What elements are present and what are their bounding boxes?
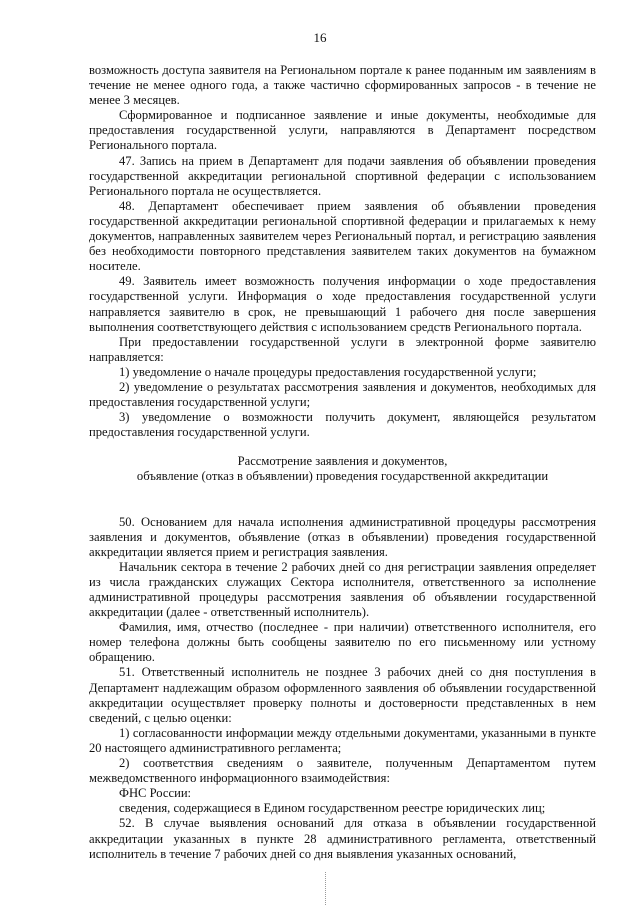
paragraph-49: 49. Заявитель имеет возможность получения информации о ходе предоставления государственной услуги. Информация о ходе предоставления государственной услуги направляется заявителю в срок, не превышающий 1 рабочего дня после завершения выполнения соответствующего действия с использованием средств Регионального портала.: [89, 274, 596, 334]
paragraph: Фамилия, имя, отчество (последнее - при наличии) ответственного исполнителя, его номер телефона должны быть сообщены заявителю по его письменному или устному обращению.: [89, 620, 596, 665]
paragraph: возможность доступа заявителя на Региональном портале к ранее поданным им заявлениям в течение не менее одного года, а также частично сформированных запросов - в течение не менее 3 месяцев.: [89, 63, 596, 108]
scan-artifact: [325, 872, 327, 905]
list-item: 2) уведомление о результатах рассмотрения заявления и документов, необходимых для предоставления государственной услуги;: [89, 379, 596, 410]
paragraph: Начальник сектора в течение 2 рабочих дней со дня регистрации заявления определяет из числа гражданских служащих Сектора исполнителя, ответственного за исполнение административной процедуры рассмотрения заявления об объявлении государственной аккредитации (далее - ответственный исполнитель).: [89, 559, 596, 620]
list-item: 3) уведомление о возможности получить документ, являющейся результатом предоставления государственной услуги.: [89, 410, 596, 440]
paragraph: ФНС России:: [119, 786, 192, 801]
paragraph: Сформированное и подписанное заявление и иные документы, необходимые для предоставления государственной услуги, направляются в Департамент посредством Регионального портала.: [89, 108, 596, 153]
paragraph-51: 51. Ответственный исполнитель не позднее 3 рабочих дней со дня поступления в Департамент надлежащим образом оформленного заявления об объявлении государственной аккредитации осуществляет проверку полноты и достоверности представленных в нем сведений, с целью оценки:: [89, 665, 596, 725]
page-number: 16: [313, 30, 327, 45]
paragraph-50: 50. Основанием для начала исполнения административной процедуры рассмотрения заявления и документов, объявление (отказ в объявлении) проведения государственной аккредитации является прием и регистрация заявления.: [89, 514, 596, 559]
list-item: 2) соответствия сведениям о заявителе, полученным Департаментом путем межведомственного информационного взаимодействия:: [89, 756, 596, 786]
section-heading-line-2: объявление (отказ в объявлении) проведения государственной аккредитации: [136, 469, 549, 484]
paragraph: сведения, содержащиеся в Едином государственном реестре юридических лиц;: [119, 801, 546, 816]
spacer: [89, 485, 596, 515]
document-body: [89, 63, 596, 862]
list-item: 1) уведомление о начале процедуры предоставления государственной услуги;: [119, 364, 537, 379]
spacer: [89, 440, 596, 454]
paragraph: При предоставлении государственной услуги в электронной форме заявителю направляется:: [89, 334, 596, 364]
paragraph-52: 52. В случае выявления оснований для отказа в объявлении государственной аккредитации указанных в пункте 28 административного регламента, ответственный исполнитель в течение 7 рабочих дней со дня выявления указанных оснований,: [89, 816, 596, 861]
list-item: 1) согласованности информации между отдельными документами, указанными в пункте 20 настоящего административного регламента;: [89, 725, 596, 755]
paragraph-48: 48. Департамент обеспечивает прием заявления об объявлении проведения государственной аккредитации региональной спортивной федерации и прилагаемых к нему документов, направленных заявителем через Региональный портал, и регистрацию заявления без необходимости повторного представления заявителем таких документов на бумажном носителе.: [89, 198, 596, 274]
section-heading-line-1: Рассмотрение заявления и документов,: [237, 454, 448, 469]
paragraph-47: 47. Запись на прием в Департамент для подачи заявления об объявлении проведения государственной аккредитации региональной спортивной федерации с использованием Регионального портала не осуществляется.: [89, 153, 596, 198]
